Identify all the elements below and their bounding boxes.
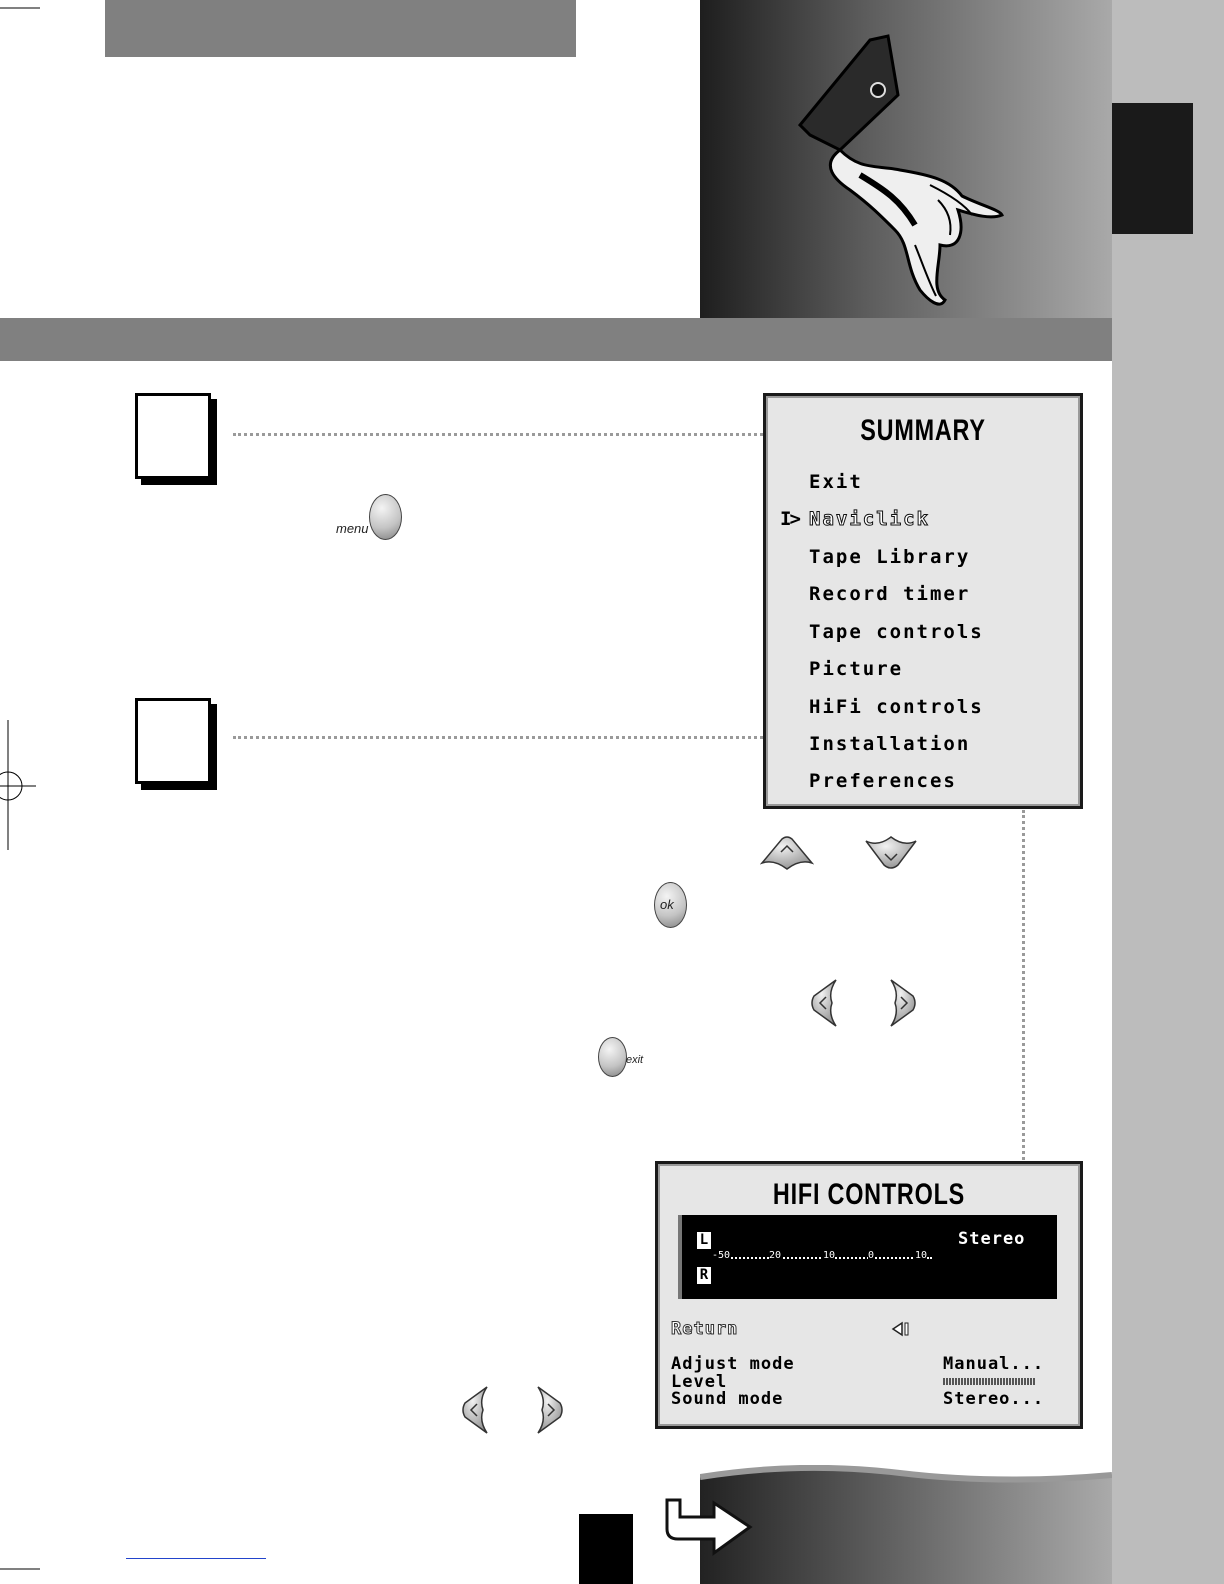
down-arrow-button[interactable] — [864, 835, 918, 871]
up-arrow-button[interactable] — [760, 835, 814, 871]
summary-item-tape-library[interactable]: Tape Library — [809, 546, 971, 568]
return-icon — [890, 1321, 912, 1337]
exit-button-label: exit — [626, 1054, 644, 1066]
connector-line — [1022, 810, 1025, 1160]
meter-scale-line — [712, 1257, 932, 1259]
hifi-title: HIFI CONTROLS — [772, 1178, 966, 1211]
menu-button[interactable] — [369, 494, 402, 540]
adjust-mode-label: Adjust mode — [671, 1354, 795, 1374]
level-slider[interactable] — [943, 1378, 1035, 1385]
summary-item-picture[interactable]: Picture — [809, 658, 904, 680]
left-channel-label: L — [697, 1232, 711, 1249]
footer-link-underline — [126, 1558, 266, 1559]
right-arrow-button[interactable] — [887, 978, 919, 1028]
selection-marker-icon: I> — [780, 508, 799, 530]
scale-tick-label: 10 — [823, 1250, 836, 1261]
scale-tick-label: 20 — [769, 1250, 782, 1261]
hifi-screen — [655, 1161, 1083, 1429]
chapter-tab — [1112, 103, 1193, 234]
section-band — [0, 318, 1112, 361]
ok-button-label: ok — [660, 897, 674, 912]
left-arrow-button[interactable] — [808, 978, 840, 1028]
hero-panel — [700, 0, 1112, 318]
return-item[interactable]: Return — [671, 1319, 739, 1339]
summary-item-installation[interactable]: Installation — [809, 733, 971, 755]
header-bar — [105, 0, 576, 57]
footer-wave — [700, 1465, 1112, 1584]
side-strip — [1112, 0, 1224, 1584]
exit-button[interactable] — [598, 1037, 627, 1077]
step-box-2 — [135, 698, 211, 784]
summary-item-record-timer[interactable]: Record timer — [809, 583, 971, 605]
scale-tick-label: 0 — [868, 1250, 875, 1261]
menu-button-label: menu — [336, 521, 369, 536]
left-arrow-button[interactable] — [459, 1385, 491, 1435]
sound-mode-label: Sound mode — [671, 1389, 784, 1409]
leader-line-2 — [233, 736, 763, 739]
summary-item-naviclick[interactable]: Naviclick — [809, 508, 930, 530]
leader-line-1 — [233, 433, 763, 436]
summary-item-exit[interactable]: Exit — [809, 471, 863, 493]
page-number-block — [579, 1514, 633, 1584]
summary-screen — [763, 393, 1083, 809]
level-meter — [682, 1215, 1057, 1299]
summary-item-preferences[interactable]: Preferences — [809, 770, 957, 792]
meter-mode-label: Stereo — [958, 1229, 1026, 1249]
level-label: Level — [671, 1372, 728, 1392]
next-page-arrow-icon[interactable] — [664, 1497, 754, 1557]
sound-mode-value[interactable]: Stereo... — [943, 1389, 1045, 1409]
summary-title: SUMMARY — [860, 414, 986, 447]
summary-item-hifi-controls[interactable]: HiFi controls — [809, 696, 984, 718]
right-arrow-button[interactable] — [534, 1385, 566, 1435]
summary-item-tape-controls[interactable]: Tape controls — [809, 621, 984, 643]
scale-tick-label: -50 — [712, 1250, 731, 1261]
hand-illustration — [700, 0, 1112, 318]
right-channel-label: R — [697, 1267, 711, 1284]
adjust-mode-value[interactable]: Manual... — [943, 1354, 1045, 1374]
step-box-1 — [135, 393, 211, 479]
scale-tick-label: 10 — [915, 1250, 928, 1261]
